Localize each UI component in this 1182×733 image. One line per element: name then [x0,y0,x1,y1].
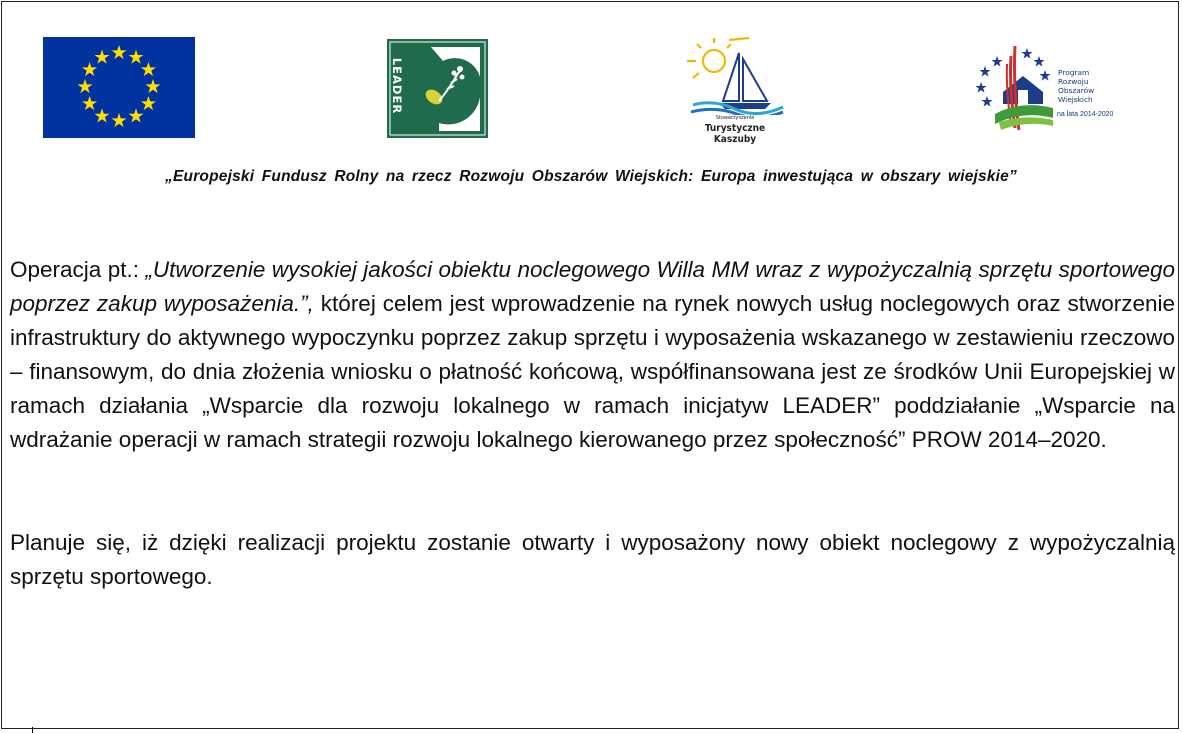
kaszuby-logo [683,37,787,145]
eu-stars-icon [43,37,195,138]
operation-paragraph [10,253,1175,457]
fund-subtitle: „Europejski Fundusz Rolny na rzecz Rozwoju Obszarów Wiejskich: Europa inwestująca w obszary wiejskie” [165,168,1017,185]
prow-line-4: Wiejskich [1058,95,1093,104]
operation-body: której celem jest wprowadzenie na rynek nowych usług noclegowych oraz stworzenie infrastruktury do aktywnego wypoczynku poprzez zakup sprzętu i wyposażenia wskazanego w zestawieniu rzeczowo – finansowym, do dnia złożenia wniosku o płatność końcową, współfinansowana jest ze środków Unii Europejskiej w ramach działania „Wsparcie dla rozwoju lokalnego w ramach inicjatyw LEADER” poddziałanie „Wsparcie na wdrażanie operacji w ramach strategii rozwoju lokalnego kierowanego przez społeczność” PROW 2014–2020. [10,291,1175,452]
prow-logo [975,38,1125,132]
eu-flag-logo [43,37,195,138]
frame-tick [32,727,33,733]
leader-logo [387,39,488,138]
leader-wordmark: LEADER [390,57,404,115]
operation-title: „Utworzenie wysokiej jakości obiektu noclegowego Willa MM wraz z wypożyczalnią sprzętu sportowego poprzez zakup wyposażenia.”, [10,257,1175,316]
prow-years: na lata 2014-2020 [1057,111,1114,118]
operation-lead: Operacja pt.: [10,257,146,282]
kaszuby-caption-big: Turystyczne Kaszuby [704,123,766,145]
plan-paragraph: Planuje się, iż dzięki realizacji projektu zostanie otwarty i wyposażony nowy obiekt noclegowy z wypożyczalnią sprzętu sportowego. [10,530,1175,589]
prow-line-2: Rozwoju [1058,77,1089,86]
kaszuby-caption-small: Stowarzyszenie [715,115,755,121]
logo-bar [0,0,1182,150]
prow-line-1: Program [1058,68,1090,77]
prow-wordmark [1058,68,1094,104]
prow-line-3: Obszarów [1058,86,1095,95]
